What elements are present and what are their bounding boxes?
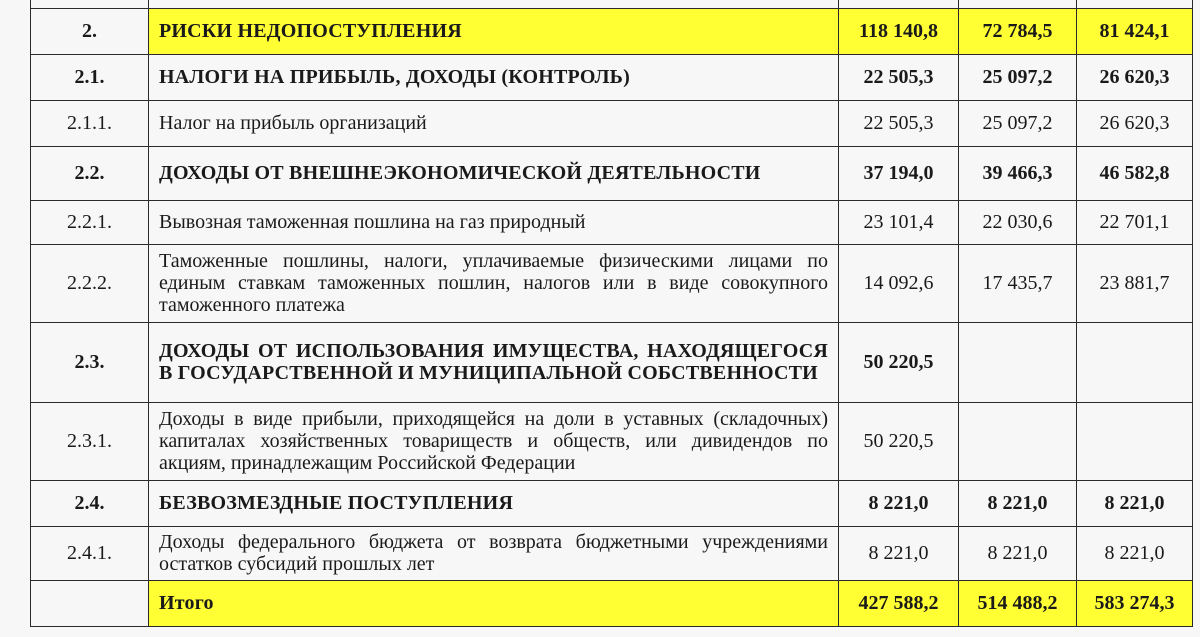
row-value-2 [959,322,1077,402]
row-value-2: 39 466,3 [959,146,1077,200]
row-name: Вывозная таможенная пошлина на газ природный [149,200,839,244]
row-value-1: 118 140,8 [839,8,959,54]
row-value-2: 514 488,2 [959,580,1077,626]
row-number: 2.3.1. [31,402,149,480]
row-name: Налог на прибыль организаций [149,100,839,146]
table-row [31,200,1193,244]
row-value-1: 427 588,2 [839,580,959,626]
budget-risks-table [30,0,1193,627]
row-value-1: 14 092,6 [839,244,959,322]
row-name: ДОХОДЫ ОТ ИСПОЛЬЗОВАНИЯ ИМУЩЕСТВА, НАХОДЯЩЕГОСЯ В ГОСУДАРСТВЕННОЙ И МУНИЦИПАЛЬНОЙ СОБСТВЕННОСТИ [149,322,839,402]
table-row-total [31,580,1193,626]
row-value-2: 25 097,2 [959,54,1077,100]
row-value-3: 26 620,3 [1077,54,1193,100]
row-value-1: 22 505,3 [839,100,959,146]
table-row [31,322,1193,402]
row-value-3: 8 221,0 [1077,526,1193,580]
row-number: 2.3. [31,322,149,402]
row-number: 2.4. [31,480,149,526]
row-name: Доходы федерального бюджета от возврата бюджетными учреждениями остатков субсидий прошлых лет [149,526,839,580]
previous-row-remainder [31,0,1193,8]
row-name: НАЛОГИ НА ПРИБЫЛЬ, ДОХОДЫ (КОНТРОЛЬ) [149,54,839,100]
row-number: 2.4.1. [31,526,149,580]
row-name: Таможенные пошлины, налоги, уплачиваемые физическими лицами по единым ставкам таможенных пошлин, налогов или в виде совокупного таможенного платежа [149,244,839,322]
row-value-1: 8 221,0 [839,526,959,580]
row-name: БЕЗВОЗМЕЗДНЫЕ ПОСТУПЛЕНИЯ [149,480,839,526]
table-row [31,100,1193,146]
row-value-3: 22 701,1 [1077,200,1193,244]
row-value-2: 72 784,5 [959,8,1077,54]
row-number: 2.2.1. [31,200,149,244]
row-value-3: 8 221,0 [1077,480,1193,526]
row-number [31,580,149,626]
row-value-2: 17 435,7 [959,244,1077,322]
table-row [31,8,1193,54]
row-value-3: 81 424,1 [1077,8,1193,54]
row-name: ДОХОДЫ ОТ ВНЕШНЕЭКОНОМИЧЕСКОЙ ДЕЯТЕЛЬНОСТИ [149,146,839,200]
table-row [31,244,1193,322]
table-row [31,146,1193,200]
table-row [31,526,1193,580]
row-number: 2.2. [31,146,149,200]
row-value-1: 23 101,4 [839,200,959,244]
row-number: 2.1.1. [31,100,149,146]
row-value-2: 8 221,0 [959,526,1077,580]
row-value-1: 37 194,0 [839,146,959,200]
row-value-2: 22 030,6 [959,200,1077,244]
row-number: 2. [31,8,149,54]
table-row [31,402,1193,480]
row-value-3 [1077,402,1193,480]
table-row [31,480,1193,526]
row-value-2: 8 221,0 [959,480,1077,526]
row-name: РИСКИ НЕДОПОСТУПЛЕНИЯ [149,8,839,54]
row-value-3: 26 620,3 [1077,100,1193,146]
row-value-1: 22 505,3 [839,54,959,100]
row-number: 2.1. [31,54,149,100]
row-name: Доходы в виде прибыли, приходящейся на доли в уставных (складочных) капиталах хозяйственных товариществ и обществ, или дивидендов по акциям, принадлежащим Российской Федерации [149,402,839,480]
row-value-3: 46 582,8 [1077,146,1193,200]
table-row [31,54,1193,100]
row-value-3: 23 881,7 [1077,244,1193,322]
row-value-3: 583 274,3 [1077,580,1193,626]
row-value-2: 25 097,2 [959,100,1077,146]
row-number: 2.2.2. [31,244,149,322]
row-value-3 [1077,322,1193,402]
row-value-2 [959,402,1077,480]
row-name: Итого [149,580,839,626]
row-value-1: 8 221,0 [839,480,959,526]
row-value-1: 50 220,5 [839,402,959,480]
row-value-1: 50 220,5 [839,322,959,402]
